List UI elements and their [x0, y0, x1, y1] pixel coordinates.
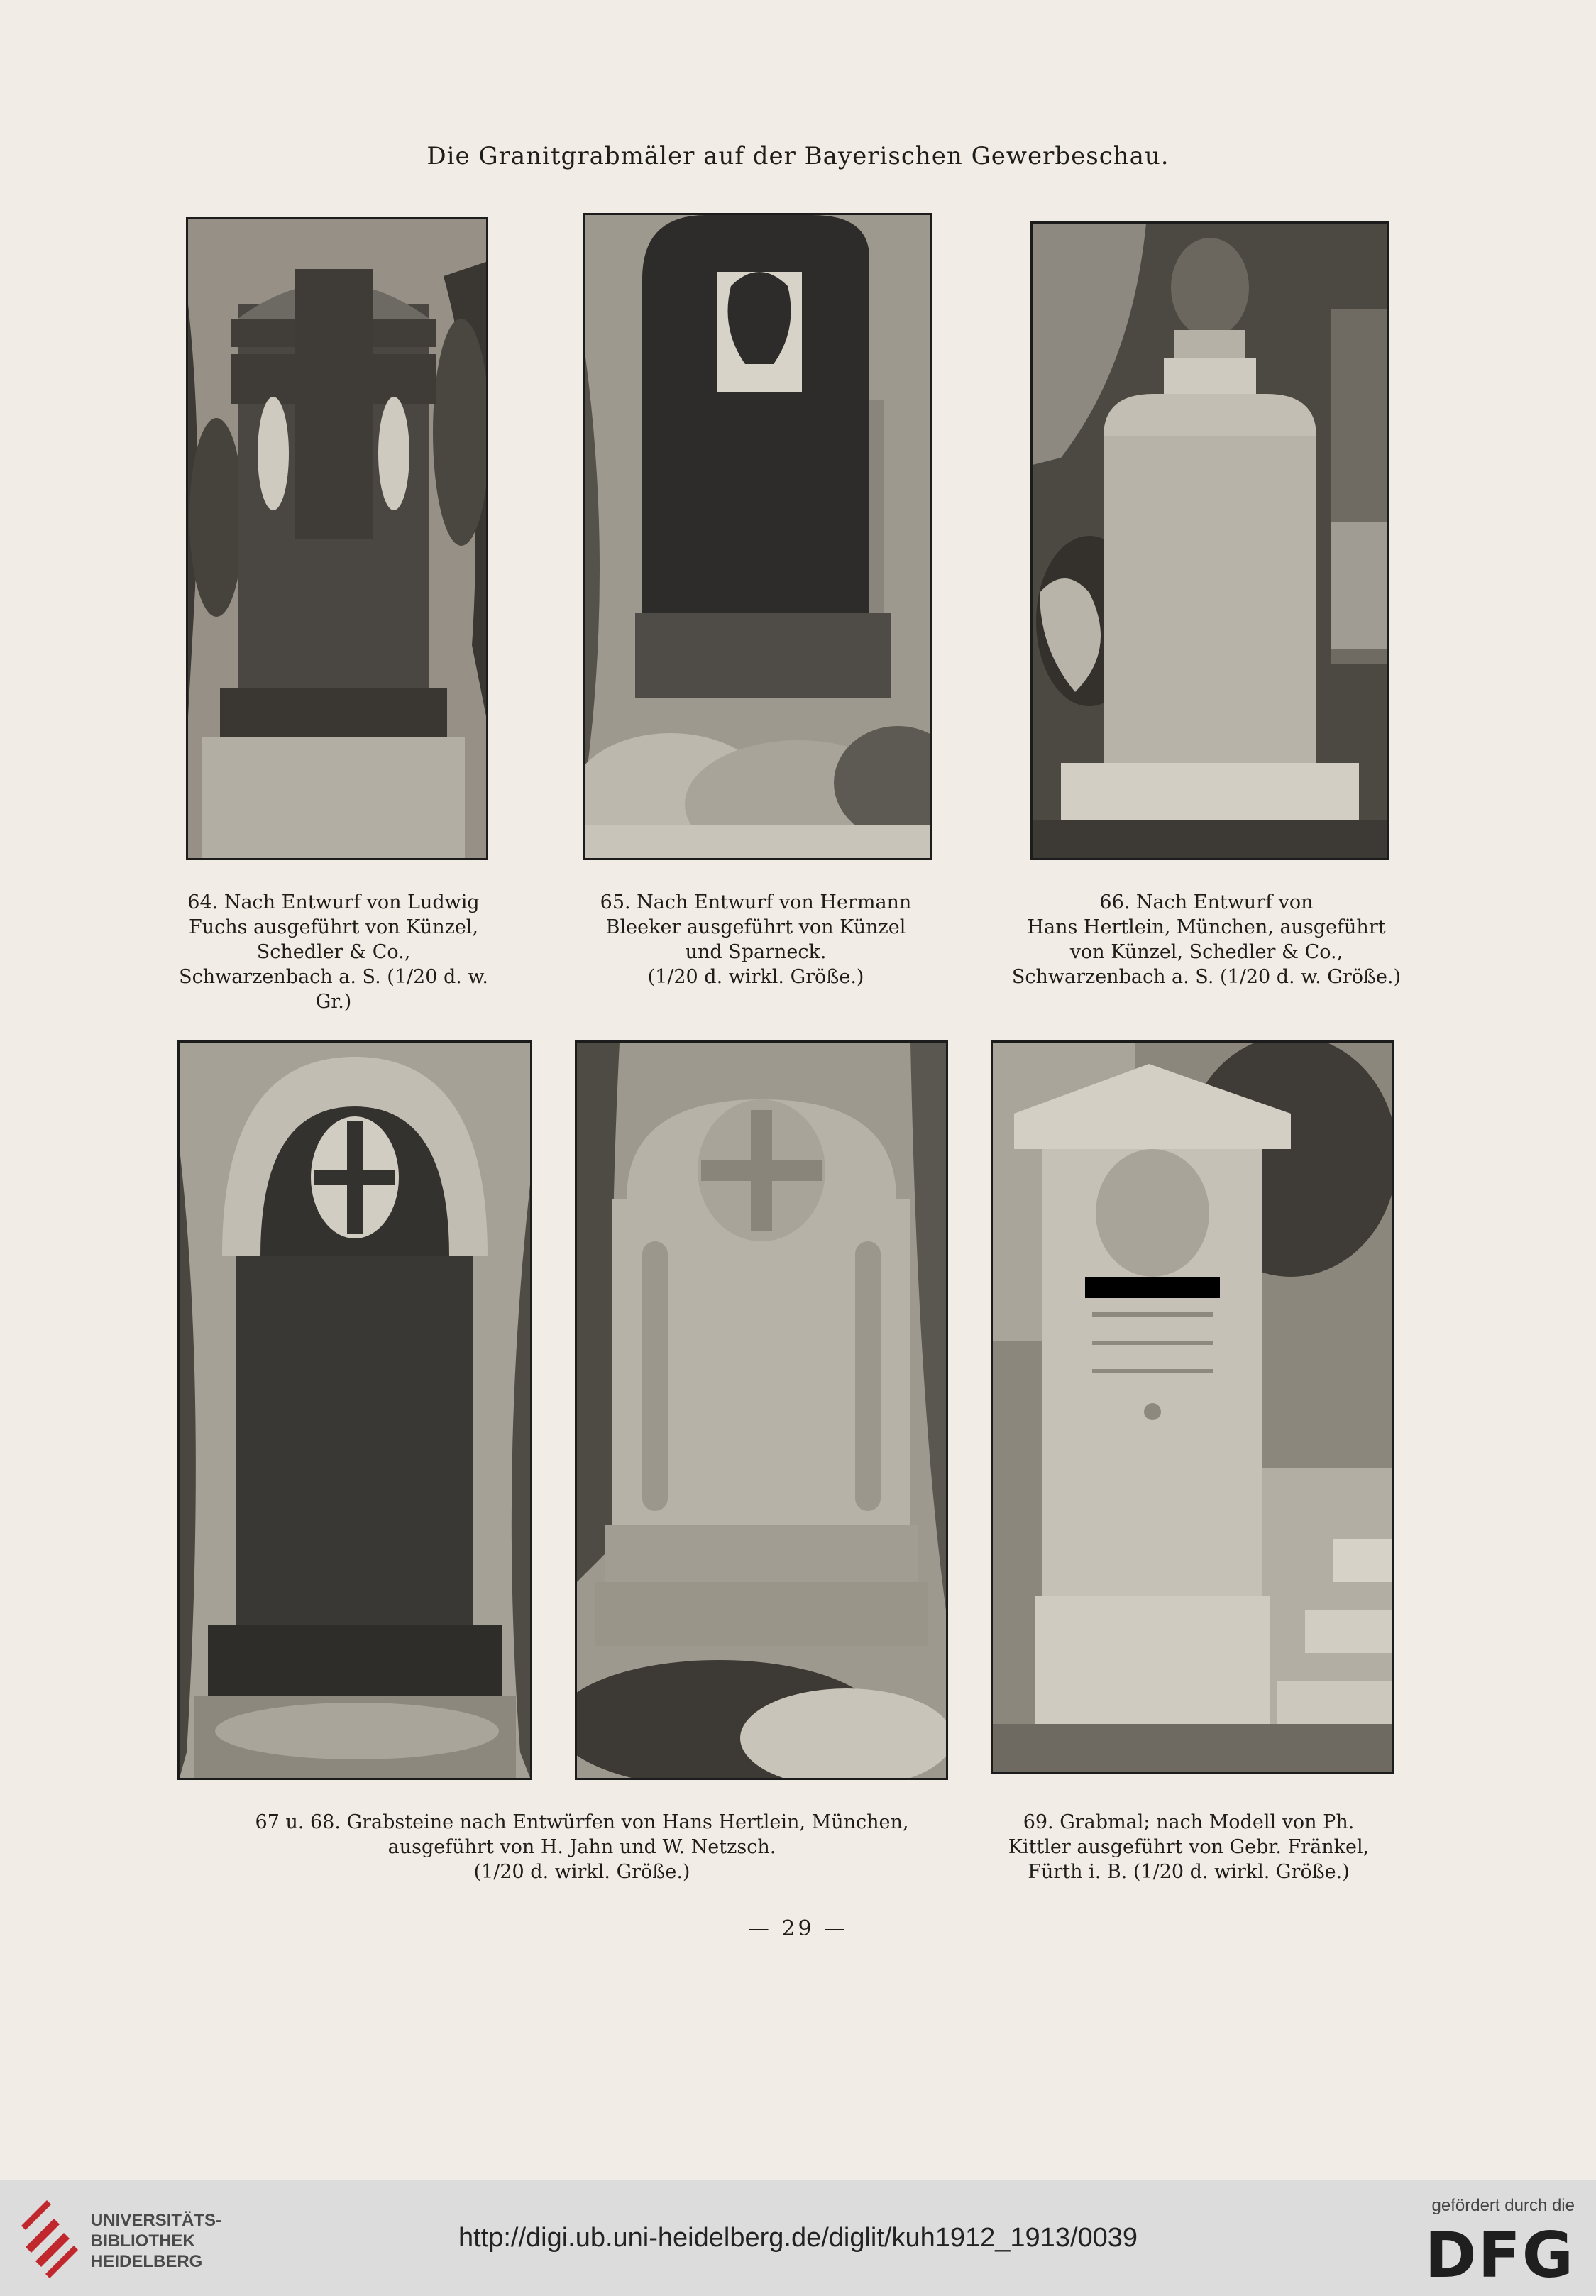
- figure-65-caption: 65. Nach Entwurf von Hermann Bleeker ausgeführt von Künzel und Sparneck. (1/20 d. wirkl. Größe.): [600, 891, 912, 988]
- footer-bar: [0, 2180, 1596, 2296]
- figure-66-photo: [1030, 221, 1389, 860]
- page-number: — 29 —: [747, 1916, 849, 1941]
- digital-object-url[interactable]: http://digi.ub.uni-heidelberg.de/diglit/kuh1912_1913/0039: [458, 2223, 1138, 2253]
- funded-by-label: gefördert durch die: [1431, 2196, 1575, 2215]
- figure-65-photo: [583, 213, 932, 860]
- figure-64-photo: [186, 217, 488, 860]
- figure-68-photo: [575, 1040, 948, 1780]
- figure-66-caption: 66. Nach Entwurf von Hans Hertlein, München, ausgeführt von Künzel, Schedler & Co., Schwarzenbach a. S. (1/20 d. w. Größe.): [1011, 891, 1402, 988]
- figure-64-caption: 64. Nach Entwurf von Ludwig Fuchs ausgeführt von Künzel, Schedler & Co., Schwarzenbach a. S. (1/20 d. w. Gr.): [179, 891, 488, 1013]
- figure-69-photo: [991, 1040, 1394, 1774]
- library-name: UNIVERSITÄTS- BIBLIOTHEK HEIDELBERG: [91, 2211, 222, 2271]
- figure-67-photo: [177, 1040, 532, 1780]
- figure-69-caption: 69. Grabmal; nach Modell von Ph. Kittler ausgeführt von Gebr. Fränkel, Fürth i. B. (1/20 d. wirkl. Größe.): [1008, 1811, 1370, 1883]
- figure-67-68-caption: 67 u. 68. Grabsteine nach Entwürfen von Hans Hertlein, München, ausgeführt von H. Jahn und W. Netzsch. (1/20 d. wirkl. Größe.): [255, 1811, 909, 1883]
- dfg-logo: DFG: [1424, 2219, 1575, 2292]
- running-title: Die Granitgrabmäler auf der Bayerischen Gewerbeschau.: [426, 142, 1170, 170]
